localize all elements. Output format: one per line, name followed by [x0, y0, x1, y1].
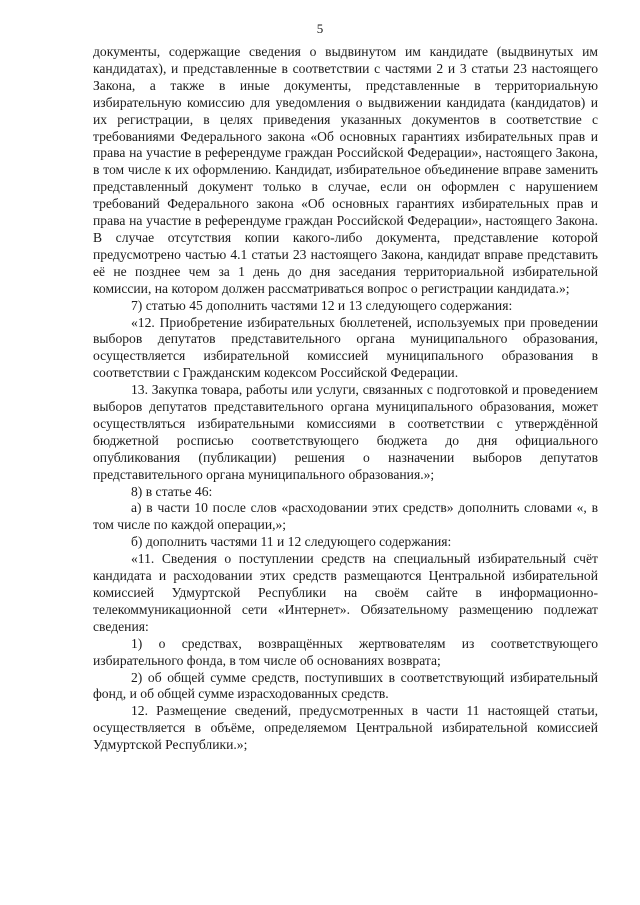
paragraph-subitem-a: а) в части 10 после слов «расходовании этих средств» дополнить словами «, в том числе по каждой операции,»;	[93, 500, 598, 533]
paragraph-part-12-placement: 12. Размещение сведений, предусмотренных в части 11 настоящей статьи, осуществляется в объёме, определяемом Центральной избирательной комиссией Удмуртской Республики.»;	[93, 703, 598, 753]
paragraph-continuation: документы, содержащие сведения о выдвинутом им кандидате (выдвинутых им кандидатах), и представленные в соответствии с частями 2 и 3 статьи 23 настоящего Закона, а также в иные документы, представленные в территориальную избирательную комиссию для уведомления о выдвижении кандидата (кандидатов) и их регистрации, в целях приведения указанных документов в соответствие с требованиями Федерального закона «Об основных гарантиях избирательных прав и права на участие в референдуме граждан Российской Федерации», настоящего Закона, в том числе к их оформлению. Кандидат, избирательное объединение вправе заменить представленный документ только в случае, если он оформлен с нарушением требований Федерального закона «Об основных гарантиях избирательных прав и права на участие в референдуме граждан Российской Федерации», настоящего Закона. В случае отсутствия копии какого-либо документа, представление которой предусмотрено частью 4.1 статьи 23 настоящего Закона, кандидат вправе представить её не позднее чем за 1 день до дня заседания территориальной избирательной комиссии, на котором должен рассматриваться вопрос о регистрации кандидата.»;	[93, 44, 598, 296]
paragraph-part-13: 13. Закупка товара, работы или услуги, связанных с подготовкой и проведением выборов депутатов представительного органа муниципального образования, может осуществляться избирательными комиссиями в соответствии с утверждённой бюджетной росписью соответствующего бюджета до дня официального опубликования (публикации) решения о назначении выборов депутатов представительного органа муниципального образования.»;	[93, 382, 598, 482]
paragraph-item-8: 8) в статье 46:	[131, 483, 213, 499]
paragraph-part-11: «11. Сведения о поступлении средств на специальный избирательный счёт кандидата и расходовании этих средств размещаются Центральной избирательной комиссией Удмуртской Республики на своём сайте в информационно-телекоммуникационной сети «Интернет». Обязательному размещению подлежат сведения:	[93, 551, 598, 634]
document-body	[93, 44, 598, 754]
paragraph-item-7: 7) статью 45 дополнить частями 12 и 13 следующего содержания:	[131, 297, 513, 313]
paragraph-subitem-b: б) дополнить частями 11 и 12 следующего содержания:	[131, 534, 452, 550]
page-number: 5	[316, 21, 324, 36]
paragraph-list-item-2: 2) об общей сумме средств, поступивших в соответствующий избирательный фонд, и об общей сумме израсходованных средств.	[93, 669, 598, 702]
paragraph-list-item-1: 1) о средствах, возвращённых жертвователям из соответствующего избирательного фонда, в том числе об основаниях возврата;	[93, 635, 598, 668]
paragraph-part-12: «12. Приобретение избирательных бюллетеней, используемых при проведении выборов депутатов представительного органа муниципального образования, осуществляется избирательной комиссией муниципального образования в соответствии с Гражданским кодексом Российской Федерации.	[93, 314, 598, 381]
